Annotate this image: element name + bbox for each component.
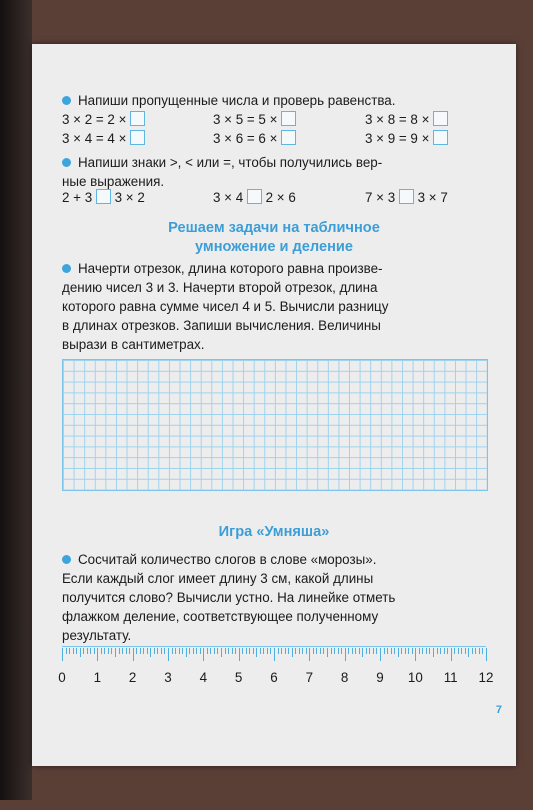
ruler-tick xyxy=(465,648,466,654)
ruler-tick xyxy=(384,648,385,654)
ruler-tick xyxy=(387,648,388,654)
ruler-tick xyxy=(451,648,452,661)
ruler-tick xyxy=(253,648,254,654)
ruler-tick xyxy=(348,648,349,654)
ruler-tick xyxy=(334,648,335,654)
ruler-tick xyxy=(355,648,356,654)
ruler-tick xyxy=(150,648,151,657)
ruler-tick xyxy=(440,648,441,654)
ruler-tick xyxy=(352,648,353,654)
ruler-tick xyxy=(196,648,197,654)
ruler-tick xyxy=(472,648,473,654)
ruler-tick xyxy=(316,648,317,654)
ruler-tick xyxy=(182,648,183,654)
ruler-number: 4 xyxy=(199,670,208,685)
ruler-tick xyxy=(90,648,91,654)
ruler-tick xyxy=(203,648,204,661)
ruler-tick xyxy=(69,648,70,654)
ruler-tick xyxy=(189,648,190,654)
ruler-tick xyxy=(207,648,208,654)
ruler-tick xyxy=(288,648,289,654)
answer-box[interactable] xyxy=(281,111,296,126)
answer-box[interactable] xyxy=(433,111,448,126)
ruler-tick xyxy=(313,648,314,654)
ruler-number: 9 xyxy=(376,670,384,685)
ruler-tick xyxy=(217,648,218,654)
ruler-tick xyxy=(458,648,459,654)
ruler-tick xyxy=(299,648,300,654)
ruler-tick xyxy=(73,648,74,654)
ruler-tick xyxy=(242,648,243,654)
task1-instruction: Напиши пропущенные числа и проверь равенства. xyxy=(62,91,395,110)
ruler-tick xyxy=(101,648,102,654)
answer-box[interactable] xyxy=(281,130,296,145)
ruler-tick xyxy=(66,648,67,654)
ruler-tick xyxy=(221,648,222,657)
task4-instruction: Сосчитай количество слогов в слове «морозы». Если каждый слог имеет длину 3 см, какой длины получится слово? Вычисли устно. На линейке отметь флажком деление, соответствующее полученному результату. xyxy=(62,552,396,643)
ruler-tick xyxy=(87,648,88,654)
ruler-tick xyxy=(320,648,321,654)
bullet-icon xyxy=(62,264,71,273)
ruler-tick xyxy=(260,648,261,654)
ruler-tick xyxy=(164,648,165,654)
ruler-number: 12 xyxy=(478,670,494,685)
ruler-tick xyxy=(412,648,413,654)
ruler-tick xyxy=(157,648,158,654)
ruler-tick xyxy=(415,648,416,661)
ruler-tick xyxy=(186,648,187,657)
ruler-tick xyxy=(394,648,395,654)
ruler-tick xyxy=(461,648,462,654)
bullet-icon xyxy=(62,96,71,105)
ruler-tick xyxy=(133,648,134,661)
ruler-tick xyxy=(76,648,77,654)
ruler-number: 5 xyxy=(234,670,243,685)
ruler-tick xyxy=(111,648,112,654)
ruler-tick xyxy=(373,648,374,654)
ruler-tick xyxy=(136,648,137,654)
ruler-tick xyxy=(475,648,476,654)
ruler-number: 0 xyxy=(58,670,66,685)
ruler-tick xyxy=(232,648,233,654)
ruler-tick xyxy=(154,648,155,654)
page-number: 7 xyxy=(495,704,502,716)
comparison-expression: 3 × 4 2 × 6 xyxy=(213,190,296,205)
equation: 3 × 9 = 9 × xyxy=(365,130,448,146)
ruler-tick xyxy=(292,648,293,657)
ruler-tick xyxy=(267,648,268,654)
ruler-tick xyxy=(426,648,427,654)
ruler-tick xyxy=(263,648,264,654)
ruler-tick xyxy=(143,648,144,654)
ruler-tick xyxy=(147,648,148,654)
ruler-tick xyxy=(179,648,180,654)
sign-box[interactable] xyxy=(247,189,262,204)
ruler-tick xyxy=(437,648,438,654)
ruler-tick xyxy=(140,648,141,654)
ruler-tick xyxy=(359,648,360,654)
ruler-tick xyxy=(115,648,116,657)
ruler-tick xyxy=(119,648,120,654)
ruler-tick xyxy=(83,648,84,654)
equation: 3 × 8 = 8 × xyxy=(365,111,448,127)
bullet-icon xyxy=(62,555,71,564)
bullet-icon xyxy=(62,158,71,167)
ruler-tick xyxy=(479,648,480,654)
ruler-tick xyxy=(366,648,367,654)
ruler-tick xyxy=(380,648,381,661)
ruler-number: 3 xyxy=(164,670,172,685)
ruler-tick xyxy=(161,648,162,654)
ruler-tick xyxy=(369,648,370,654)
ruler-tick xyxy=(362,648,363,657)
ruler-number: 1 xyxy=(93,670,102,685)
ruler-tick xyxy=(108,648,109,654)
answer-box[interactable] xyxy=(130,130,145,145)
comparison-expression: 7 × 3 3 × 7 xyxy=(365,190,448,205)
ruler-number: 8 xyxy=(340,670,349,685)
task3-instruction: Начерти отрезок, длина которого равна произве- дению чисел 3 и 3. Начерти второй отрезок, длина которого равна сумме чисел 4 и 5. Вычисли разницу в длинах отрезков. Запиши вычисления. Величины вырази в сантиметрах. xyxy=(62,261,389,352)
ruler-tick xyxy=(422,648,423,654)
ruler-tick xyxy=(327,648,328,657)
ruler-tick xyxy=(486,648,487,661)
ruler-tick xyxy=(391,648,392,654)
equation: 3 × 6 = 6 × xyxy=(213,130,296,146)
ruler-tick xyxy=(454,648,455,654)
ruler-tick xyxy=(302,648,303,654)
ruler-tick xyxy=(281,648,282,654)
ruler-tick xyxy=(419,648,420,654)
ruler-tick xyxy=(376,648,377,654)
ruler-tick xyxy=(270,648,271,654)
ruler-tick xyxy=(401,648,402,654)
ruler-tick xyxy=(193,648,194,654)
ruler-tick xyxy=(295,648,296,654)
ruler-tick xyxy=(129,648,130,654)
ruler-tick xyxy=(331,648,332,654)
equation: 3 × 2 = 2 × xyxy=(62,111,145,127)
ruler-tick xyxy=(274,648,275,661)
ruler-number: 2 xyxy=(128,670,137,685)
ruler-tick xyxy=(239,648,240,661)
ruler-tick xyxy=(172,648,173,654)
sign-box[interactable] xyxy=(399,189,414,204)
comparison-expression: 2 + 3 3 × 2 xyxy=(62,190,145,205)
ruler-tick xyxy=(235,648,236,654)
task2-instruction: Напиши знаки >, < или =, чтобы получились вер- ные выражения. xyxy=(62,155,383,189)
ruler-tick xyxy=(309,648,310,661)
workbook-page xyxy=(32,44,516,766)
ruler-tick xyxy=(104,648,105,654)
ruler-tick xyxy=(433,648,434,657)
ruler-tick xyxy=(278,648,279,654)
ruler-tick xyxy=(94,648,95,654)
ruler-tick xyxy=(323,648,324,654)
section-heading: Решаем задачи на табличное умножение и деление xyxy=(168,220,380,255)
ruler-tick xyxy=(168,648,169,661)
ruler-tick xyxy=(482,648,483,654)
ruler-tick xyxy=(447,648,448,654)
ruler-tick xyxy=(210,648,211,654)
ruler-number: 11 xyxy=(443,670,458,685)
ruler-tick xyxy=(429,648,430,654)
ruler-tick xyxy=(80,648,81,657)
ruler-tick xyxy=(444,648,445,654)
ruler-tick xyxy=(246,648,247,654)
ruler-tick xyxy=(256,648,257,657)
ruler-tick xyxy=(214,648,215,654)
ruler-tick xyxy=(398,648,399,657)
ruler-tick xyxy=(285,648,286,654)
ruler-tick xyxy=(341,648,342,654)
ruler-tick xyxy=(468,648,469,657)
answer-box[interactable] xyxy=(433,130,448,145)
ruler-tick xyxy=(97,648,98,661)
ruler-tick xyxy=(122,648,123,654)
ruler[interactable] xyxy=(62,646,486,661)
ruler-tick xyxy=(200,648,201,654)
sign-box[interactable] xyxy=(96,189,111,204)
equation: 3 × 5 = 5 × xyxy=(213,111,296,127)
ruler-tick xyxy=(225,648,226,654)
ruler-tick xyxy=(345,648,346,661)
ruler-number: 10 xyxy=(407,670,423,685)
ruler-tick xyxy=(62,648,63,661)
ruler-tick xyxy=(126,648,127,654)
ruler-number: 6 xyxy=(270,670,278,685)
ruler-tick xyxy=(306,648,307,654)
game-heading: Игра «Умняша» xyxy=(218,524,330,540)
ruler-tick xyxy=(175,648,176,654)
ruler-tick xyxy=(405,648,406,654)
ruler-tick xyxy=(249,648,250,654)
equation: 3 × 4 = 4 × xyxy=(62,130,145,146)
ruler-number: 7 xyxy=(305,670,314,685)
drawing-grid[interactable] xyxy=(62,359,488,491)
ruler-tick xyxy=(338,648,339,654)
answer-box[interactable] xyxy=(130,111,145,126)
ruler-tick xyxy=(408,648,409,654)
ruler-tick xyxy=(228,648,229,654)
